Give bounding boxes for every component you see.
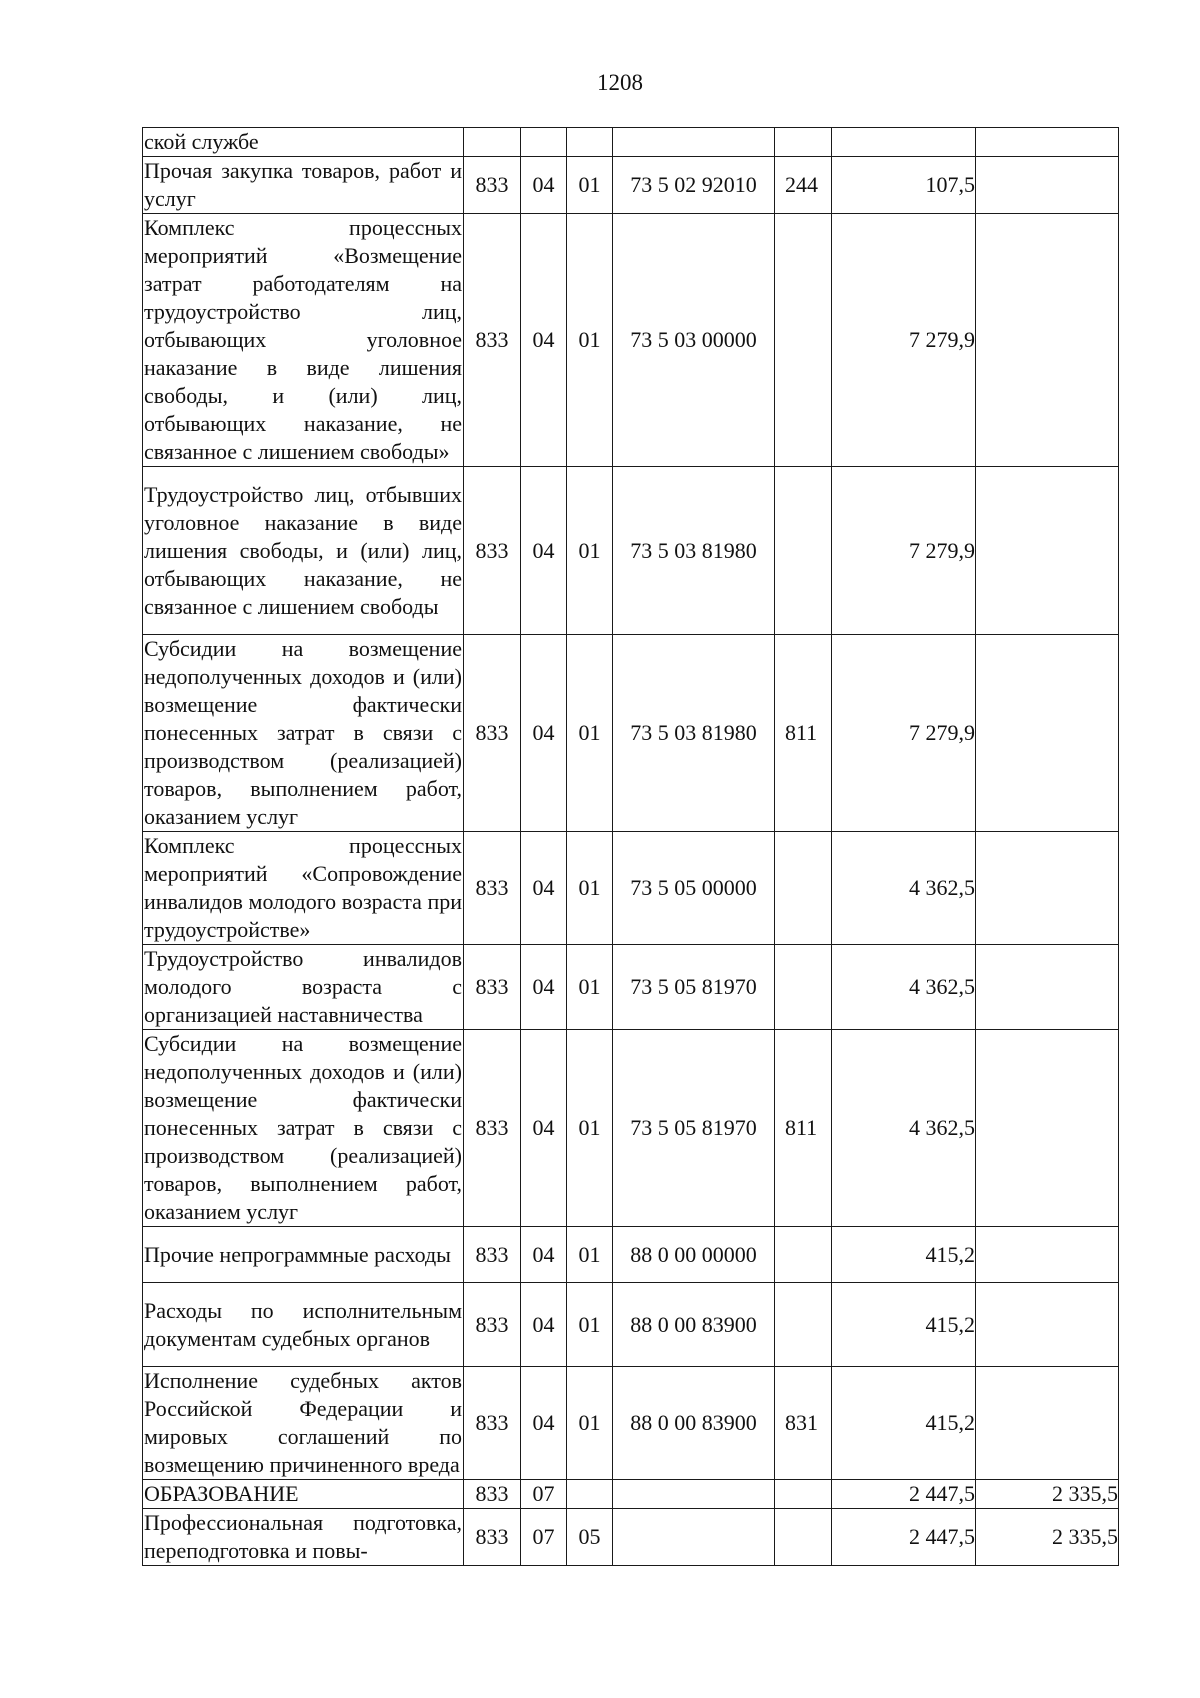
row-section-code: 04 — [521, 1030, 567, 1227]
row-name: Трудоустройство лиц, отбывших уголовное наказание в виде лишения свободы, и (или) лиц, отбывающих наказание, не связанное с лишением свободы — [143, 467, 464, 635]
row-expense-type-code: 244 — [775, 157, 832, 214]
row-amount-1: 4 362,5 — [832, 832, 976, 945]
row-amount-2 — [976, 1030, 1119, 1227]
row-expense-type-code: 811 — [775, 1030, 832, 1227]
row-name: Прочие непрограммные расходы — [143, 1227, 464, 1283]
row-target-article-code: 88 0 00 83900 — [613, 1283, 775, 1367]
row-ved-code — [464, 128, 521, 157]
row-target-article-code — [613, 128, 775, 157]
row-expense-type-code: 811 — [775, 635, 832, 832]
row-amount-2 — [976, 157, 1119, 214]
row-section-code: 04 — [521, 832, 567, 945]
row-expense-type-code — [775, 1283, 832, 1367]
table-row — [143, 1283, 1119, 1367]
row-target-article-code: 73 5 03 81980 — [613, 635, 775, 832]
row-name: Прочая закупка товаров, работ и услуг — [143, 157, 464, 214]
row-section-code: 04 — [521, 1367, 567, 1480]
row-ved-code: 833 — [464, 1030, 521, 1227]
row-amount-1: 415,2 — [832, 1227, 976, 1283]
row-name: Расходы по исполнительным документам судебных органов — [143, 1283, 464, 1367]
row-subsection-code: 01 — [567, 1283, 613, 1367]
table-row — [143, 128, 1119, 157]
page-number: 1208 — [597, 70, 643, 95]
table-row — [143, 1367, 1119, 1480]
row-amount-2: 2 335,5 — [976, 1509, 1119, 1566]
row-expense-type-code — [775, 1227, 832, 1283]
row-ved-code: 833 — [464, 635, 521, 832]
row-subsection-code: 01 — [567, 1030, 613, 1227]
row-amount-2 — [976, 1367, 1119, 1480]
row-ved-code: 833 — [464, 1283, 521, 1367]
row-amount-1: 415,2 — [832, 1283, 976, 1367]
row-section-code: 04 — [521, 945, 567, 1030]
row-amount-2 — [976, 467, 1119, 635]
row-amount-2 — [976, 1227, 1119, 1283]
row-target-article-code: 88 0 00 83900 — [613, 1367, 775, 1480]
row-name: Субсидии на возмещение недополученных доходов и (или) возмещение фактически понесенных затрат в связи с производством (реализацией) товаров, выполнением работ, оказанием услуг — [143, 635, 464, 832]
row-ved-code: 833 — [464, 1480, 521, 1509]
row-target-article-code: 73 5 05 00000 — [613, 832, 775, 945]
row-expense-type-code — [775, 1509, 832, 1566]
row-target-article-code — [613, 1480, 775, 1509]
row-name: ской службе — [143, 128, 464, 157]
row-subsection-code: 01 — [567, 467, 613, 635]
row-section-code — [521, 128, 567, 157]
row-name: Комплекс процессных мероприятий «Сопровождение инвалидов молодого возраста при трудоустройстве» — [143, 832, 464, 945]
row-ved-code: 833 — [464, 832, 521, 945]
row-expense-type-code — [775, 1480, 832, 1509]
row-amount-2: 2 335,5 — [976, 1480, 1119, 1509]
row-expense-type-code — [775, 467, 832, 635]
table-row — [143, 214, 1119, 467]
table-row — [143, 832, 1119, 945]
table-row — [143, 635, 1119, 832]
row-target-article-code: 73 5 05 81970 — [613, 1030, 775, 1227]
row-target-article-code: 88 0 00 00000 — [613, 1227, 775, 1283]
row-section-code: 04 — [521, 467, 567, 635]
row-subsection-code: 01 — [567, 832, 613, 945]
table-row — [143, 1480, 1119, 1509]
row-subsection-code: 01 — [567, 635, 613, 832]
row-expense-type-code — [775, 945, 832, 1030]
row-name: Исполнение судебных актов Российской Федерации и мировых соглашений по возмещению причиненного вреда — [143, 1367, 464, 1480]
row-amount-1: 7 279,9 — [832, 214, 976, 467]
row-subsection-code: 01 — [567, 1367, 613, 1480]
row-amount-1 — [832, 128, 976, 157]
row-name: ОБРАЗОВАНИЕ — [143, 1480, 464, 1509]
row-ved-code: 833 — [464, 214, 521, 467]
row-amount-1: 2 447,5 — [832, 1480, 976, 1509]
row-section-code: 07 — [521, 1480, 567, 1509]
row-amount-2 — [976, 635, 1119, 832]
row-subsection-code: 01 — [567, 945, 613, 1030]
row-target-article-code — [613, 1509, 775, 1566]
row-amount-2 — [976, 128, 1119, 157]
row-amount-1: 7 279,9 — [832, 635, 976, 832]
table-row — [143, 1509, 1119, 1566]
row-subsection-code — [567, 128, 613, 157]
row-name: Субсидии на возмещение недополученных доходов и (или) возмещение фактически понесенных затрат в связи с производством (реализацией) товаров, выполнением работ, оказанием услуг — [143, 1030, 464, 1227]
row-section-code: 04 — [521, 635, 567, 832]
row-expense-type-code — [775, 128, 832, 157]
row-name: Трудоустройство инвалидов молодого возраста с организацией наставничества — [143, 945, 464, 1030]
row-amount-1: 107,5 — [832, 157, 976, 214]
row-amount-2 — [976, 832, 1119, 945]
row-ved-code: 833 — [464, 1367, 521, 1480]
row-section-code: 04 — [521, 157, 567, 214]
table-row — [143, 1030, 1119, 1227]
row-target-article-code: 73 5 03 81980 — [613, 467, 775, 635]
row-amount-1: 4 362,5 — [832, 945, 976, 1030]
row-ved-code: 833 — [464, 1509, 521, 1566]
row-name: Комплекс процессных мероприятий «Возмещение затрат работодателям на трудоустройство лиц, отбывающих уголовное наказание в виде лишения свободы, и (или) лиц, отбывающих наказание, не связанное с лишением свободы» — [143, 214, 464, 467]
row-expense-type-code — [775, 214, 832, 467]
row-ved-code: 833 — [464, 1227, 521, 1283]
table-row — [143, 157, 1119, 214]
row-target-article-code: 73 5 05 81970 — [613, 945, 775, 1030]
table-body — [143, 128, 1119, 1566]
row-subsection-code: 05 — [567, 1509, 613, 1566]
row-ved-code: 833 — [464, 945, 521, 1030]
row-name: Профессиональная подготовка, переподготовка и повы- — [143, 1509, 464, 1566]
row-subsection-code — [567, 1480, 613, 1509]
table-row — [143, 945, 1119, 1030]
row-ved-code: 833 — [464, 157, 521, 214]
row-target-article-code: 73 5 02 92010 — [613, 157, 775, 214]
row-amount-2 — [976, 1283, 1119, 1367]
row-section-code: 07 — [521, 1509, 567, 1566]
row-expense-type-code — [775, 832, 832, 945]
row-ved-code: 833 — [464, 467, 521, 635]
row-amount-1: 7 279,9 — [832, 467, 976, 635]
row-amount-2 — [976, 945, 1119, 1030]
row-section-code: 04 — [521, 1227, 567, 1283]
row-subsection-code: 01 — [567, 214, 613, 467]
row-subsection-code: 01 — [567, 1227, 613, 1283]
budget-table — [142, 127, 1119, 1566]
row-section-code: 04 — [521, 214, 567, 467]
row-section-code: 04 — [521, 1283, 567, 1367]
table-row — [143, 1227, 1119, 1283]
row-target-article-code: 73 5 03 00000 — [613, 214, 775, 467]
row-subsection-code: 01 — [567, 157, 613, 214]
row-amount-1: 4 362,5 — [832, 1030, 976, 1227]
row-amount-1: 2 447,5 — [832, 1509, 976, 1566]
row-amount-1: 415,2 — [832, 1367, 976, 1480]
table-row — [143, 467, 1119, 635]
row-expense-type-code: 831 — [775, 1367, 832, 1480]
row-amount-2 — [976, 214, 1119, 467]
